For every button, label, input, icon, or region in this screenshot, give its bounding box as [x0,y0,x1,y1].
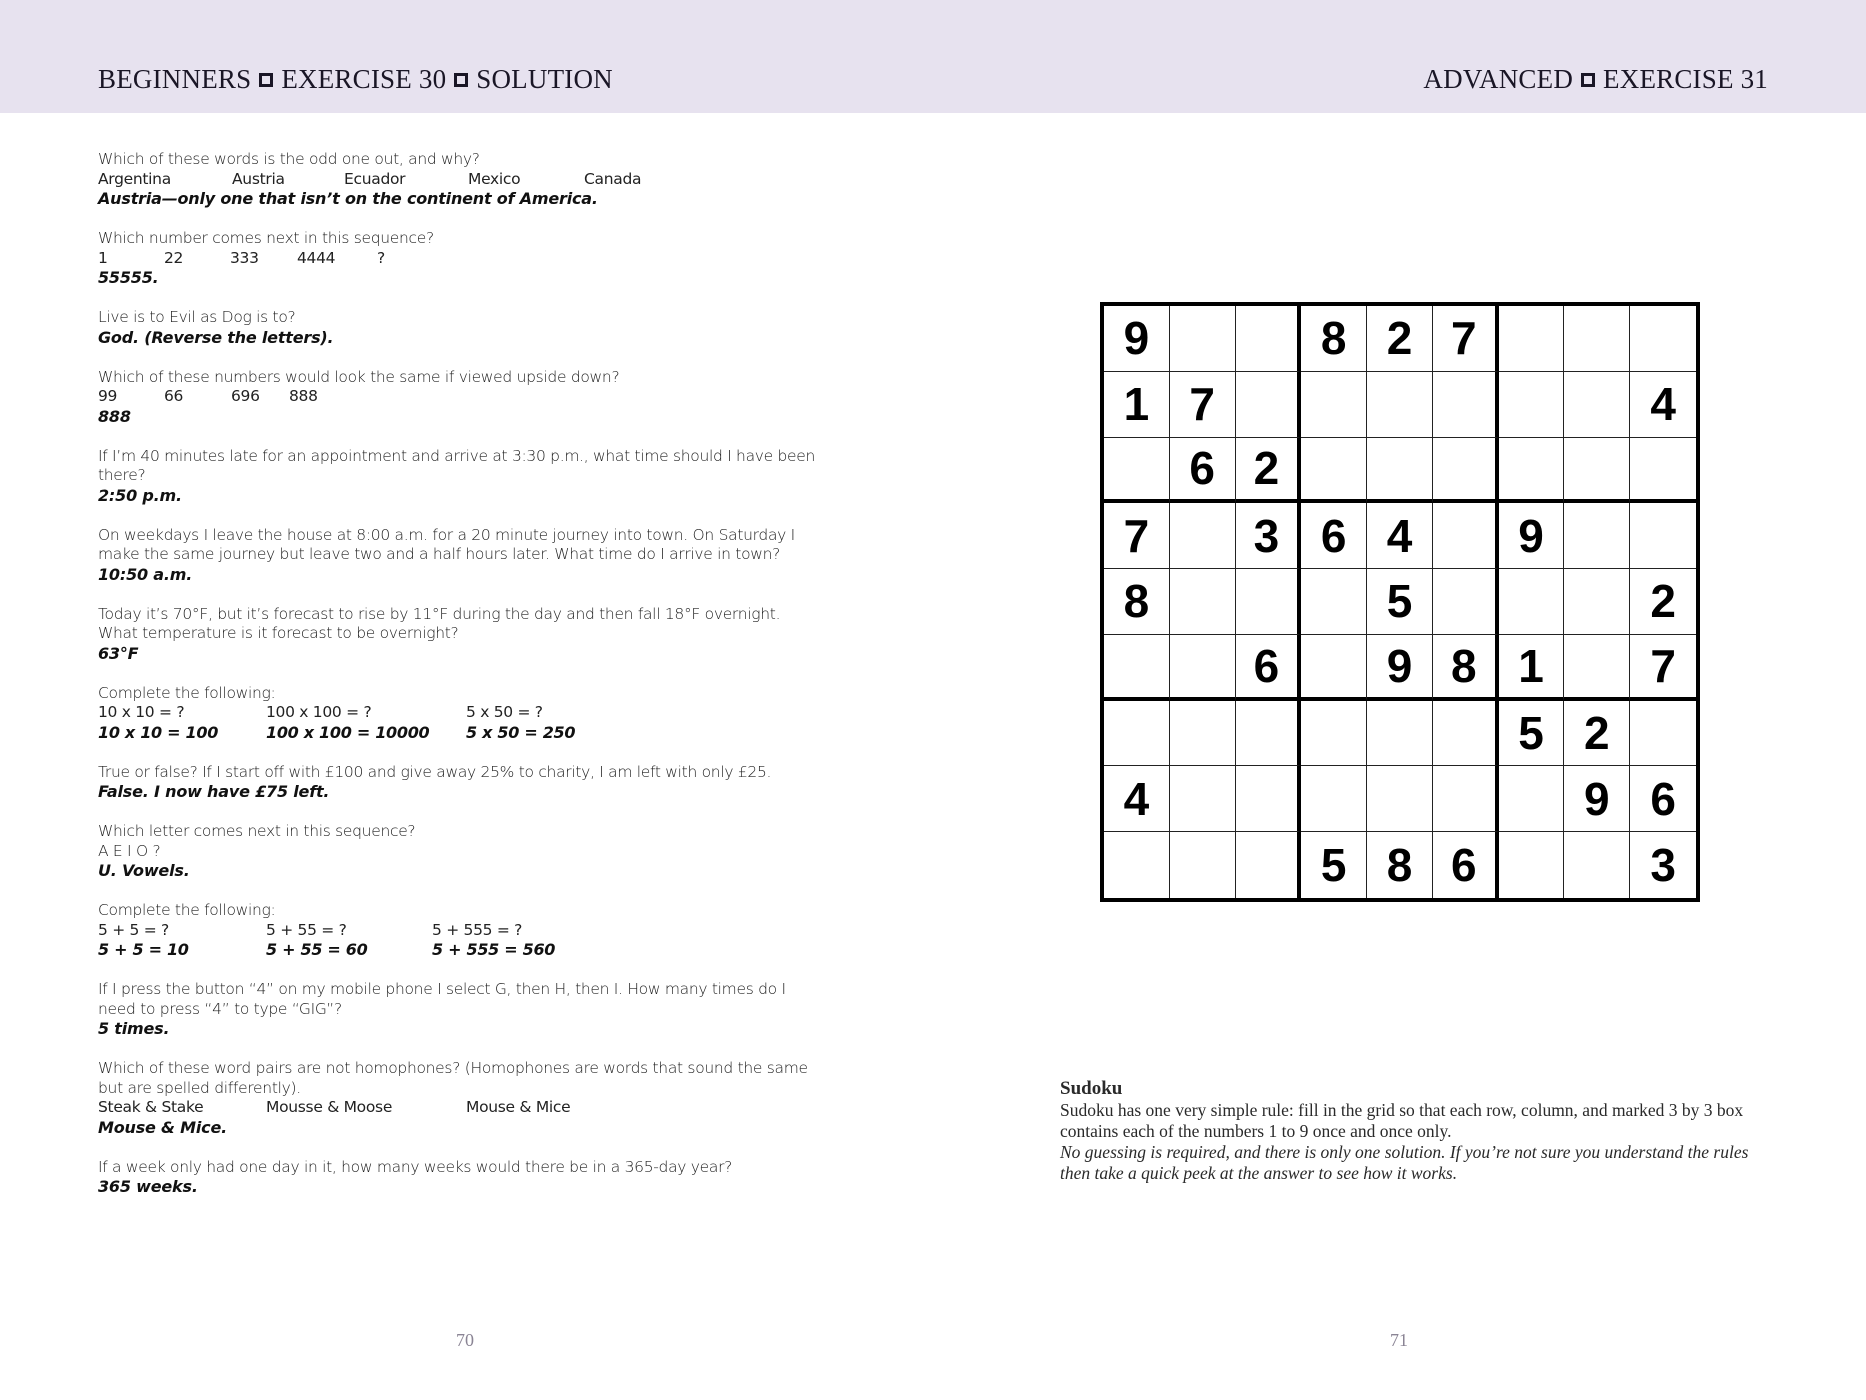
sudoku-cell[interactable] [1170,503,1236,569]
sudoku-cell[interactable]: 1 [1499,635,1565,701]
answer: Austria—only one that isn’t on the continent of America. [98,189,598,208]
sudoku-cell[interactable] [1170,766,1236,832]
sudoku-cell[interactable] [1630,306,1696,372]
sudoku-cell[interactable]: 5 [1301,832,1367,898]
options-row [98,249,818,269]
answer: 10 x 10 = 100 [98,722,219,742]
qa-item [98,368,818,427]
qa-item [98,980,818,1039]
sudoku-cell[interactable]: 9 [1564,766,1630,832]
sudoku-title: Sudoku [1060,1078,1123,1099]
sudoku-cell[interactable] [1433,766,1499,832]
sudoku-instructions [1060,1078,1765,1184]
header-band [0,0,1866,113]
option: 5 + 555 = ? [432,920,523,939]
sudoku-cell[interactable]: 8 [1301,306,1367,372]
sudoku-cell[interactable] [1104,832,1170,898]
sudoku-cell[interactable] [1367,701,1433,767]
header-solution: SOLUTION [476,64,613,94]
sudoku-cell[interactable] [1236,766,1302,832]
answer: Mouse & Mice. [98,1117,227,1137]
sudoku-cell[interactable] [1564,635,1630,701]
sudoku-cell[interactable] [1104,438,1170,504]
qa-item [98,1158,818,1198]
question: Complete the following: [98,683,276,702]
option: 333 [230,248,259,267]
sudoku-cell[interactable] [1236,372,1302,438]
sudoku-cell[interactable] [1104,701,1170,767]
sudoku-note: No guessing is required, and there is only one solution. If you’re not sure you understand the rules then take a quick peek at the answer to see how it works. [1060,1142,1749,1183]
answer: 2:50 p.m. [98,485,182,505]
sudoku-cell[interactable] [1104,635,1170,701]
qa-item [98,1059,818,1138]
question: Today it’s 70°F, but it’s forecast to rise by 11°F during the day and then fall 18°F overnight. What temperature is it forecast to be overnight? [98,604,781,642]
option: 696 [231,387,260,405]
sudoku-cell[interactable] [1499,306,1565,372]
sudoku-cell[interactable]: 7 [1170,372,1236,438]
sudoku-cell[interactable] [1433,569,1499,635]
answer: 5 x 50 = 250 [466,722,576,742]
header-exercise: EXERCISE 31 [1603,64,1768,94]
answer: 10:50 a.m. [98,564,193,584]
separator-square-icon [1581,73,1595,87]
question: Which of these word pairs are not homophones? (Homophones are words that sound the same but are spelled differently). [98,1059,808,1097]
page-number-left: 70 [456,1330,474,1350]
sudoku-cell[interactable] [1499,569,1565,635]
sudoku-cell[interactable] [1433,503,1499,569]
sudoku-cell[interactable] [1499,832,1565,898]
question: Live is to Evil as Dog is to? [98,308,296,326]
sudoku-cell[interactable]: 9 [1367,635,1433,701]
sudoku-cell[interactable]: 8 [1104,569,1170,635]
question: True or false? If I start off with £100 and give away 25% to charity, I am left with only £25. [98,762,772,781]
question: If a week only had one day in it, how many weeks would there be in a 365-day year? [98,1157,733,1176]
option: 66 [164,387,184,405]
sudoku-cell[interactable] [1564,306,1630,372]
sudoku-cell[interactable] [1564,832,1630,898]
sudoku-cell[interactable] [1301,372,1367,438]
sudoku-cell[interactable] [1564,569,1630,635]
option: 5 + 5 = ? [98,920,169,939]
option: ? [377,248,385,267]
sudoku-cell[interactable]: 8 [1433,635,1499,701]
sudoku-cell[interactable] [1236,832,1302,898]
sudoku-cell[interactable]: 2 [1236,438,1302,504]
sudoku-cell[interactable]: 8 [1367,832,1433,898]
qa-item [98,901,818,960]
option: 22 [164,248,184,267]
sudoku-cell[interactable] [1301,438,1367,504]
sudoku-cell[interactable]: 5 [1499,701,1565,767]
sudoku-cell[interactable]: 3 [1236,503,1302,569]
sudoku-cell[interactable] [1564,503,1630,569]
qa-item [98,684,818,743]
option: 5 x 50 = ? [466,703,543,721]
answer: 55555. [98,268,159,287]
option: Ecuador [344,169,406,188]
option: Canada [584,169,642,188]
sudoku-cell[interactable]: 4 [1104,766,1170,832]
sudoku-cell[interactable] [1170,635,1236,701]
separator-square-icon [259,73,273,87]
sudoku-cell[interactable]: 1 [1104,372,1170,438]
sudoku-cell[interactable]: 2 [1367,306,1433,372]
question: Which of these words is the odd one out, and why? [98,150,480,168]
sudoku-cell[interactable] [1499,766,1565,832]
page-number-right: 71 [1390,1330,1408,1350]
sudoku-cell[interactable]: 7 [1433,306,1499,372]
header-level: BEGINNERS [98,64,252,94]
sudoku-cell[interactable]: 5 [1367,569,1433,635]
sudoku-cell[interactable] [1301,635,1367,701]
answer: 5 times. [98,1019,170,1038]
answer: 100 x 100 = 10000 [266,722,430,742]
solution-list [98,150,818,1217]
sudoku-cell[interactable] [1367,438,1433,504]
header-right-title [1423,66,1768,93]
separator-square-icon [454,73,468,87]
sudoku-cell[interactable] [1630,701,1696,767]
sudoku-cell[interactable]: 9 [1104,306,1170,372]
answer: 5 + 5 = 10 [98,940,189,959]
sudoku-cell[interactable] [1630,503,1696,569]
question: On weekdays I leave the house at 8:00 a.m. for a 20 minute journey into town. On Saturday I make the same journey but leave two and a half hours later. What time do I arrive in town? [98,525,795,563]
sudoku-cell[interactable]: 6 [1433,832,1499,898]
sudoku-cell[interactable] [1301,701,1367,767]
sudoku-cell[interactable]: 4 [1630,372,1696,438]
sudoku-cell[interactable] [1301,569,1367,635]
option: Mouse & Mice [466,1098,571,1116]
sudoku-cell[interactable] [1433,701,1499,767]
sudoku-cell[interactable]: 9 [1499,503,1565,569]
answer: God. (Reverse the letters). [98,327,334,347]
option: 100 x 100 = ? [266,703,372,721]
answer: 365 weeks. [98,1177,198,1196]
option: Mexico [468,169,521,188]
option: Mousse & Moose [266,1098,393,1116]
qa-item [98,763,818,803]
sudoku-cell[interactable]: 4 [1367,503,1433,569]
answer: 5 + 555 = 560 [432,940,556,959]
sudoku-grid [1100,302,1700,902]
option: 10 x 10 = ? [98,703,185,721]
sudoku-cell[interactable] [1170,832,1236,898]
options-row [98,921,818,941]
sudoku-cell[interactable] [1433,438,1499,504]
sudoku-cell[interactable]: 6 [1170,438,1236,504]
sudoku-cell[interactable] [1564,372,1630,438]
option: 888 [289,387,318,405]
question: Which of these numbers would look the same if viewed upside down? [98,367,620,386]
question: Which letter comes next in this sequence? [98,822,416,840]
options-row [98,387,818,407]
qa-item [98,526,818,585]
sudoku-cell[interactable]: 2 [1630,569,1696,635]
sudoku-cell[interactable] [1236,306,1302,372]
sudoku-cell[interactable] [1170,306,1236,372]
sudoku-cell[interactable]: 6 [1236,635,1302,701]
header-left-title [98,66,613,93]
header-exercise: EXERCISE 30 [281,64,447,94]
question: Complete the following: [98,901,276,919]
sequence: A E I O ? [98,841,161,860]
options-row [98,703,818,723]
sudoku-cell[interactable] [1499,372,1565,438]
sudoku-cell[interactable]: 6 [1630,766,1696,832]
option: 1 [98,248,108,267]
sudoku-cell[interactable]: 7 [1630,635,1696,701]
question: If I press the button “4” on my mobile phone I select G, then H, then I. How many times do I need to press “4” to type “GIG”? [98,980,786,1018]
sudoku-cell[interactable]: 6 [1301,503,1367,569]
question: Which number comes next in this sequence? [98,229,434,247]
sudoku-cell[interactable]: 7 [1104,503,1170,569]
sudoku-cell[interactable]: 2 [1564,701,1630,767]
qa-item [98,308,818,348]
answer: U. Vowels. [98,861,190,880]
option: 4444 [297,248,336,267]
sudoku-cell[interactable] [1367,372,1433,438]
options-row [98,1098,818,1118]
options-row [98,170,818,190]
sudoku-cell[interactable] [1170,569,1236,635]
sudoku-cell[interactable] [1170,701,1236,767]
sudoku-cell[interactable] [1236,569,1302,635]
option: Austria [232,169,285,188]
option: Argentina [98,169,171,188]
sudoku-rule: Sudoku has one very simple rule: fill in the grid so that each row, column, and marked 3 by 3 box contains each of the numbers 1 to 9 once and once only. [1060,1100,1744,1141]
sudoku-cell[interactable]: 3 [1650,839,1676,892]
answer: False. I now have £75 left. [98,782,330,801]
sudoku-cell[interactable] [1433,372,1499,438]
answer: 63°F [98,643,139,663]
qa-item [98,447,818,506]
header-level: ADVANCED [1423,64,1574,94]
sudoku-cell[interactable] [1367,766,1433,832]
qa-item [98,229,818,288]
answer: 888 [98,406,131,426]
qa-item [98,150,818,209]
answers-row [98,723,818,743]
qa-item [98,822,818,881]
option: 5 + 55 = ? [266,920,347,939]
sudoku-cell[interactable] [1236,701,1302,767]
sudoku-cell[interactable] [1564,438,1630,504]
answers-row [98,940,818,960]
question: If I’m 40 minutes late for an appointment and arrive at 3:30 p.m., what time should I have been there? [98,446,816,484]
sudoku-cell[interactable] [1301,766,1367,832]
answer: 5 + 55 = 60 [266,940,368,959]
qa-item [98,605,818,664]
option: 99 [98,387,118,405]
option: Steak & Stake [98,1098,204,1116]
sudoku-cell[interactable] [1630,438,1696,504]
sudoku-cell[interactable] [1499,438,1565,504]
